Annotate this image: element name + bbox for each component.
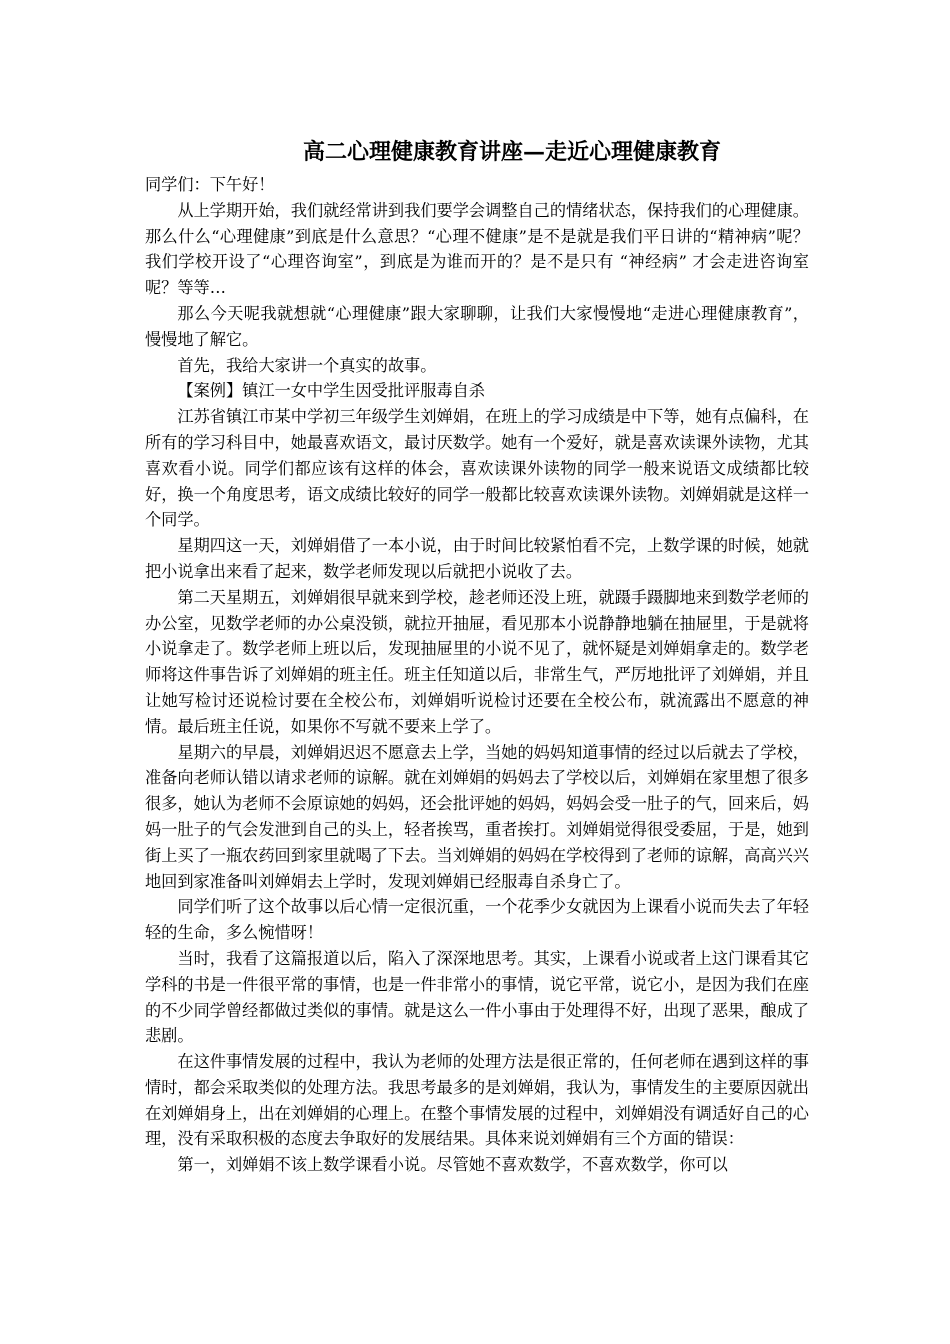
paragraph: 当时，我看了这篇报道以后，陷入了深深地思考。其实，上课看小说或者上这门课看其它学科的书是一件很平常的事情，也是一件非常小的事情，说它平常，说它小，是因为我们在座的不少同学曾经都做过类似的事情。就是这么一件小事由于处理得不好，出现了恶果，酿成了悲剧。 <box>145 948 809 1046</box>
paragraph: 第一，刘婵娟不该上数学课看小说。尽管她不喜欢数学，不喜欢数学，你可以 <box>177 1155 728 1175</box>
case-heading: 【案例】镇江一女中学生因受批评服毒自杀 <box>177 381 485 401</box>
paragraph: 星期六的早晨，刘婵娟迟迟不愿意去上学，当她的妈妈知道事情的经过以后就去了学校，准备向老师认错以请求老师的谅解。就在刘婵娟的妈妈去了学校以后，刘婵娟在家里想了很多很多，她认为老师不会原谅她的妈妈，还会批评她的妈妈，妈妈会受一肚子的气，回来后，妈妈一肚子的气会发泄到自己的头上，轻者挨骂，重者挨打。刘婵娟觉得很受委屈，于是，她到街上买了一瓶农药回到家里就喝了下去。当刘婵娟的妈妈在学校得到了老师的谅解，高高兴兴地回到家准备叫刘婵娟去上学时，发现刘婵娟已经服毒自杀身亡了。 <box>145 742 809 891</box>
paragraph: 在这件事情发展的过程中，我认为老师的处理方法是很正常的，任何老师在遇到这样的事情时，都会采取类似的处理方法。我思考最多的是刘婵娟，我认为，事情发生的主要原因就出在刘婵娟身上，出在刘婵娟的心理上。在整个事情发展的过程中，刘婵娟没有调适好自己的心理，没有采取积极的态度去争取好的发展结果。具体来说刘婵娟有三个方面的错误： <box>145 1052 809 1149</box>
paragraph: 同学们听了这个故事以后心情一定很沉重，一个花季少女就因为上课看小说而失去了年轻轻的生命，多么惋惜呀！ <box>145 897 809 943</box>
document-title: 高二心理健康教育讲座—走近心理健康教育 <box>302 139 721 165</box>
paragraph: 第二天星期五，刘婵娟很早就来到学校，趁老师还没上班，就蹑手蹑脚地来到数学老师的办公室，见数学老师的办公桌没锁，就拉开抽屉，看见那本小说静静地躺在抽屉里，于是就将小说拿走了。数学老师上班以后，发现抽屉里的小说不见了，就怀疑是刘婵娟拿走的。数学老师将这件事告诉了刘婵娟的班主任。班主任知道以后，非常生气，严厉地批评了刘婵娟，并且让她写检讨还说检讨要在全校公布，刘婵娟听说检讨还要在全校公布，就流露出不愿意的神情。最后班主任说，如果你不写就不要来上学了。 <box>145 587 809 736</box>
document-body <box>145 132 809 1178</box>
paragraph: 那么今天呢我就想就“心理健康”跟大家聊聊，让我们大家慢慢地“走进心理健康教育”，慢慢地了解它。 <box>145 303 809 349</box>
paragraph: 从上学期开始，我们就经常讲到我们要学会调整自己的情绪状态，保持我们的心理健康。那么什么“心理健康”到底是什么意思？“心理不健康”是不是就是我们平日讲的“精神病”呢？我们学校开设了“心理咨询室”，到底是为谁而开的？是不是只有 “神经病” 才会走进咨询室呢？等等… <box>145 200 809 298</box>
greeting-line: 同学们：下午好！ <box>145 175 275 194</box>
paragraph: 星期四这一天，刘婵娟借了一本小说，由于时间比较紧怕看不完，上数学课的时候，她就把小说拿出来看了起来，数学老师发现以后就把小说收了去。 <box>145 536 809 581</box>
paragraph: 首先，我给大家讲一个真实的故事。 <box>177 355 437 375</box>
paragraph: 江苏省镇江市某中学初三年级学生刘婵娟，在班上的学习成绩是中下等，她有点偏科，在所有的学习科目中，她最喜欢语文，最讨厌数学。她有一个爱好，就是喜欢读课外读物，尤其喜欢看小说。同学们都应该有这样的体会，喜欢读课外读物的同学一般来说语文成绩都比较好，换一个角度思考，语文成绩比较好的同学一般都比较喜欢读课外读物。刘婵娟就是这样一个同学。 <box>145 407 809 530</box>
